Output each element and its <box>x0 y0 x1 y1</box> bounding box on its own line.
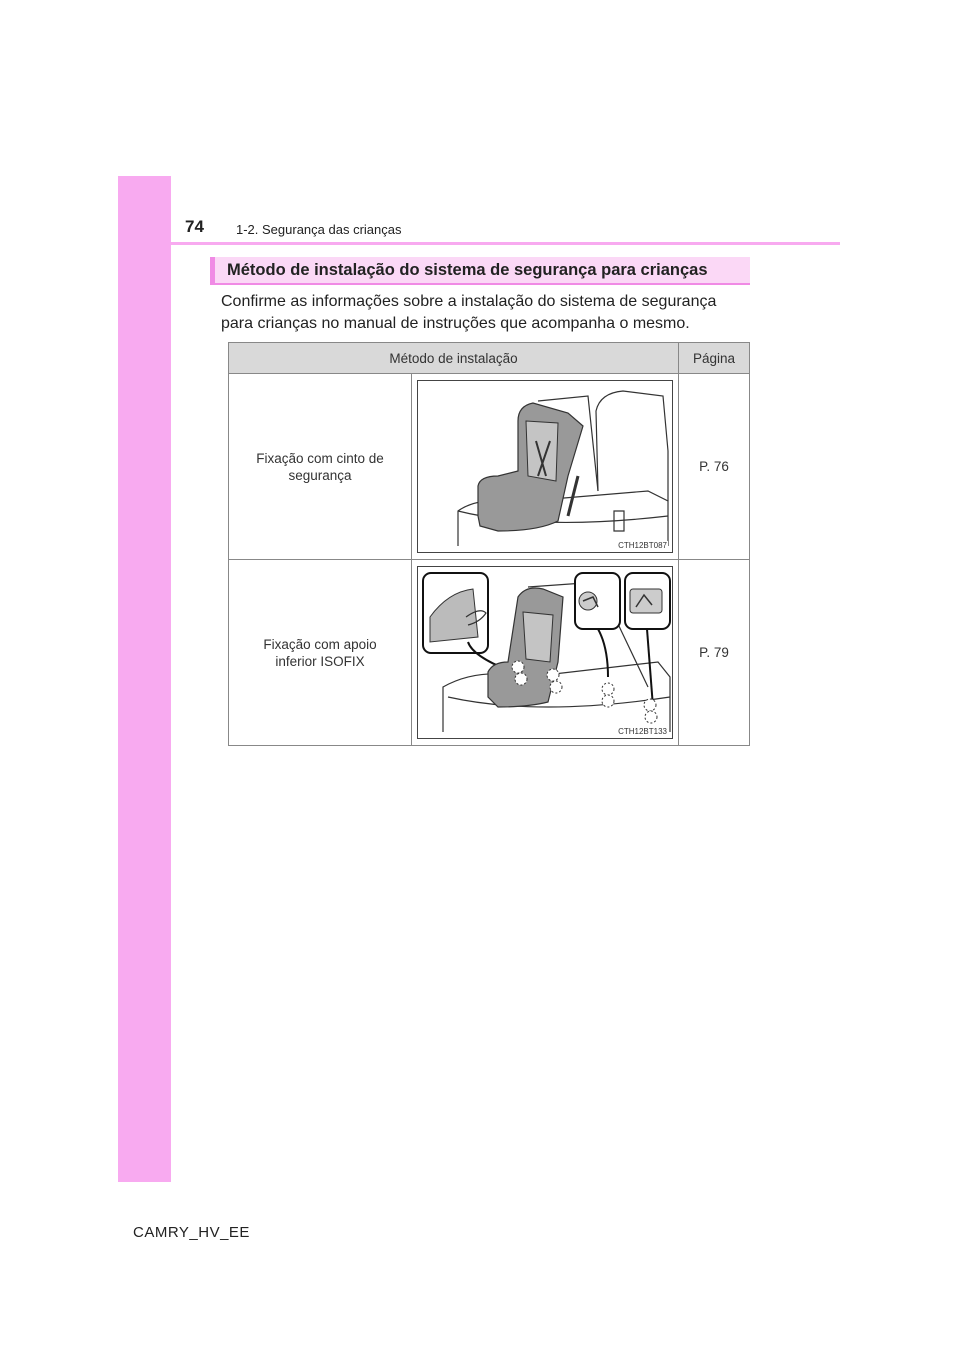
installation-methods-table <box>228 342 750 746</box>
method-label-line: segurança <box>288 467 352 483</box>
child-seat-belt-drawing <box>418 381 672 552</box>
method-cell <box>229 560 412 746</box>
page-reference: P. 76 <box>679 374 750 560</box>
section-title-bar <box>210 257 750 285</box>
page-reference: P. 79 <box>679 560 750 746</box>
figure-cell <box>412 560 679 746</box>
intro-paragraph <box>221 291 761 335</box>
side-color-band <box>118 176 171 1182</box>
table-row <box>229 560 750 746</box>
page-number: 74 <box>185 217 204 236</box>
method-cell <box>229 374 412 560</box>
document-code: CAMRY_HV_EE <box>133 1224 250 1241</box>
method-label-line: Fixação com cinto de <box>256 450 384 466</box>
figure-code: CTH12BT133 <box>618 727 667 736</box>
child-seat-isofix-illustration <box>417 566 673 739</box>
child-seat-belt-illustration <box>417 380 673 553</box>
column-header-method: Método de instalação <box>229 343 679 374</box>
figure-cell <box>412 374 679 560</box>
intro-line: para crianças no manual de instruções que acompanha o mesmo. <box>221 315 690 332</box>
column-header-page: Página <box>679 343 750 374</box>
header-divider <box>118 242 840 245</box>
child-seat-isofix-drawing <box>418 567 672 738</box>
method-label-line: Fixação com apoio <box>263 636 377 652</box>
method-label-line: inferior ISOFIX <box>275 653 365 669</box>
section-title: Método de instalação do sistema de segurança para crianças <box>227 261 708 279</box>
intro-line: Confirme as informações sobre a instalação do sistema de segurança <box>221 293 717 310</box>
figure-code: CTH12BT087 <box>618 541 667 550</box>
section-breadcrumb: 1-2. Segurança das crianças <box>236 222 402 237</box>
table-row <box>229 374 750 560</box>
table-header-row <box>229 343 750 374</box>
